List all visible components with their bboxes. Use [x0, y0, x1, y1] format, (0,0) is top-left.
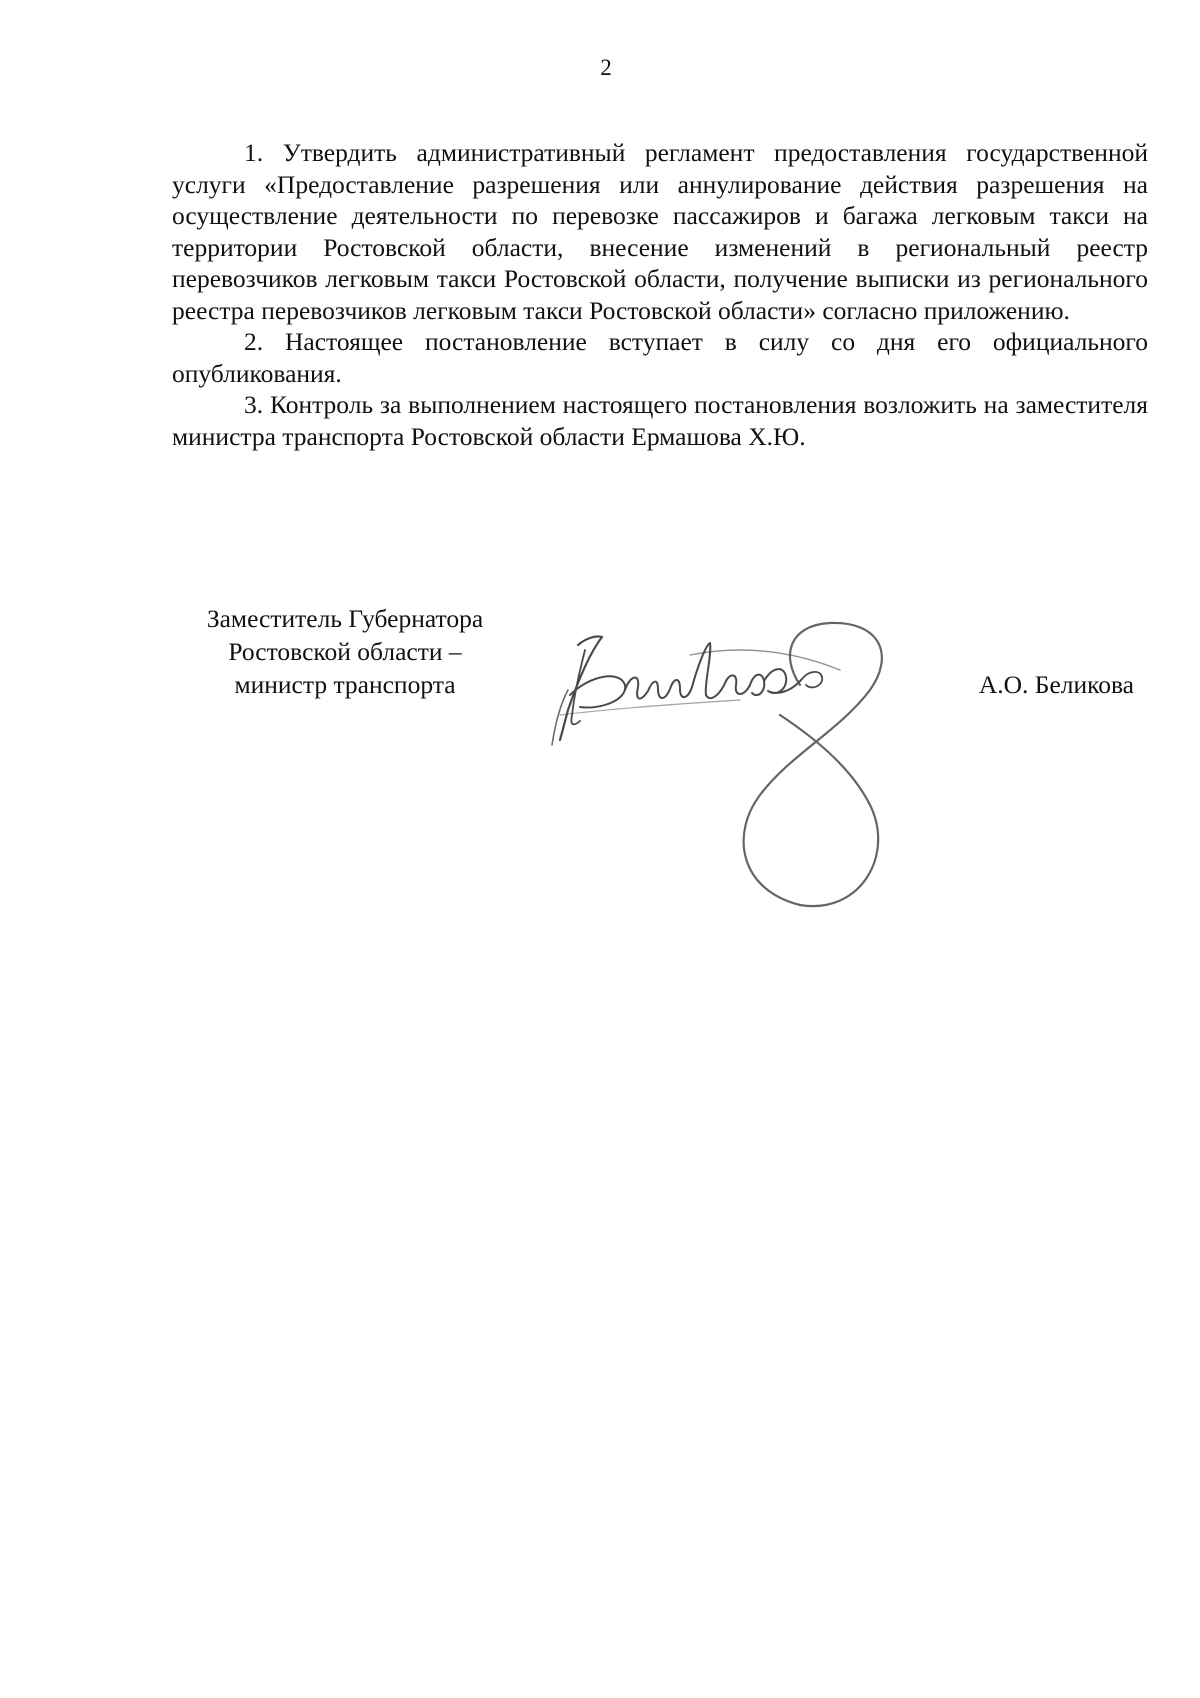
signer-title-line-3: министр транспорта — [234, 670, 456, 699]
paragraph-3: 3. Контроль за выполнением настоящего постановления возложить на заместителя министра транспорта Ростовской области Ермашова Х.Ю. — [172, 390, 1148, 451]
signer-title-line-2: Ростовской области – — [228, 637, 462, 666]
handwritten-signature — [540, 615, 960, 915]
document-body — [172, 137, 1148, 452]
signer-title — [160, 602, 530, 701]
signer-title-line-1: Заместитель Губернатора — [206, 604, 484, 633]
signer-name: А.О. Беликова — [978, 670, 1134, 699]
paragraph-2: 2. Настоящее постановление вступает в силу со дня его официального опубликования. — [172, 327, 1148, 388]
paragraph-1: 1. Утвердить административный регламент предоставления государственной услуги «Предоставление разрешения или аннулирование действия разрешения на осуществление деятельности по перевозке пассажиров и багажа легковым такси на территории Ростовской области, внесение изменений в региональный реестр перевозчиков легковым такси Ростовской области, получение выписки из регионального реестра перевозчиков легковым такси Ростовской области» согласно приложению. — [172, 138, 1148, 325]
page-number: 2 — [600, 55, 612, 80]
